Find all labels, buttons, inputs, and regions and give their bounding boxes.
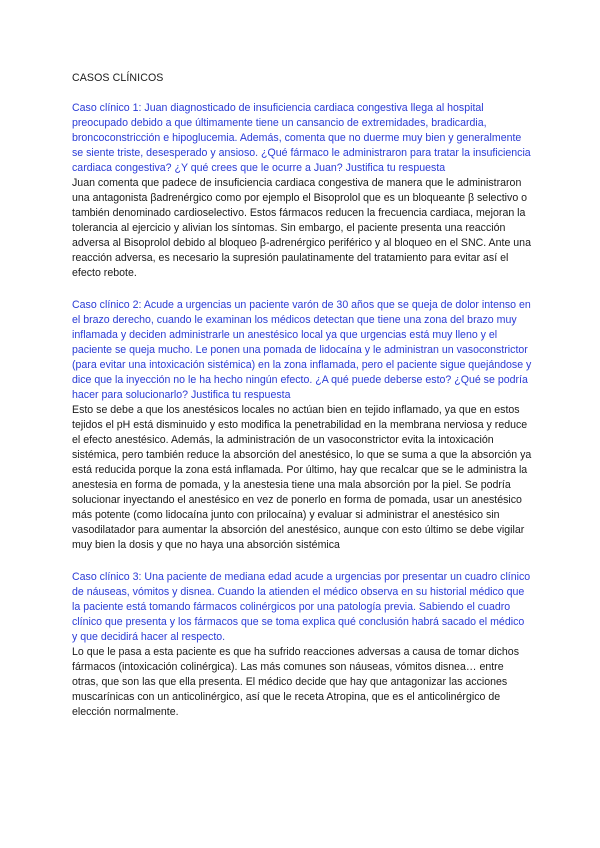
case-3-question: Caso clínico 3: Una paciente de mediana edad acude a urgencias por presentar un cuadro clínico de náuseas, vómitos y disnea. Cuando la atienden el médico observa en su historial médico que la paciente está tomando fármacos colinérgicos por una patología previa. Sabiendo el cuadro clínico que presenta y los fármacos que se toma explica qué conclusión habrá sacado el médico y que decidirá hacer al respecto. — [72, 571, 531, 643]
clinical-case-2 — [72, 298, 532, 553]
clinical-case-3 — [72, 570, 532, 720]
document-title: CASOS CLÍNICOS — [72, 72, 164, 84]
case-3-answer: Lo que le pasa a esta paciente es que ha sufrido reacciones adversas a causa de tomar dichos fármacos (intoxicación colinérgica). Las más comunes son náuseas, vómitos disnea… entre otras, que son las que ella presenta. El médico decide que hay que antagonizar las acciones muscarínicas con un anticolinérgico, así que le receta Atropina, que es el anticolinérgico de elección normalmente. — [72, 646, 519, 718]
clinical-case-1 — [72, 101, 532, 281]
case-2-answer: Esto se debe a que los anestésicos locales no actúan bien en tejido inflamado, ya que en estos tejidos el pH está disminuido y esto modifica la penetrabilidad en la membrana nerviosa y reduce el efecto anestésico. Además, la administración de un vasoconstrictor evita la intoxicación sistémica, pero también reduce la absorción del anestésico, lo que se suma a que la absorción ya está reducida porque la zona está inflamada. Por último, hay que recalcar que se le administra la anestesia en forma de pomada, y la anestesia tiene una mala absorción por la piel. Se podría solucionar inyectando el anestésico en vez de ponerlo en forma de pomada, usar un anestésico más potente (como lidocaína junto con prilocaína) y evaluar si administrar el anestésico sin vasodilatador para aumentar la absorción del anestésico, aunque con esto último se debe vigilar muy bien la dosis y que no haya una absorción sistémica — [72, 404, 532, 551]
case-2-question: Caso clínico 2: Acude a urgencias un paciente varón de 30 años que se queja de dolor intenso en el brazo derecho, cuando le examinan los médicos detectan que tiene una zona del brazo muy inflamada y deciden administrarle un anestésico local ya que urgencias está muy lleno y el paciente se queja mucho. Le ponen una pomada de lidocaína y le administran un vasoconstrictor (para evitar una intoxicación sistémica) en la zona inflamada, pero el paciente sigue quejándose y dice que la inyección no le ha hecho ningún efecto. ¿A qué puede deberse esto? ¿Qué se podría hacer para solucionarlo? Justifica tu respuesta — [72, 299, 532, 401]
case-1-answer: Juan comenta que padece de insuficiencia cardiaca congestiva de manera que le administraron una antagonista βadrenérgico como por ejemplo el Bisoprolol que es un bloqueante β selectivo o también denominado cardioselectivo. Estos fármacos reducen la frecuencia cardiaca, mejoran la tolerancia al ejercicio y alivian los síntomas. Sin embargo, el paciente presenta una reacción adversa al Bisoprolol debido al bloqueo β-adrenérgico periférico y al bloqueo en el SNC. Ante una reacción adversa, es necesario la supresión paulatinamente del tratamiento para evitar así el efecto rebote. — [72, 177, 531, 279]
document-page — [72, 71, 532, 737]
case-1-question: Caso clínico 1: Juan diagnosticado de insuficiencia cardiaca congestiva llega al hospital preocupado debido a que últimamente tiene un cansancio de extremidades, bradicardia, broncoconstricción e hipoglucemia. Además, comenta que no duerme muy bien y generalmente se siente triste, desesperado y ansioso. ¿Qué fármaco le administraron para tratar la insuficiencia cardiaca congestiva? ¿Y qué crees que le ocurre a Juan? Justifica tu respuesta — [72, 102, 531, 174]
